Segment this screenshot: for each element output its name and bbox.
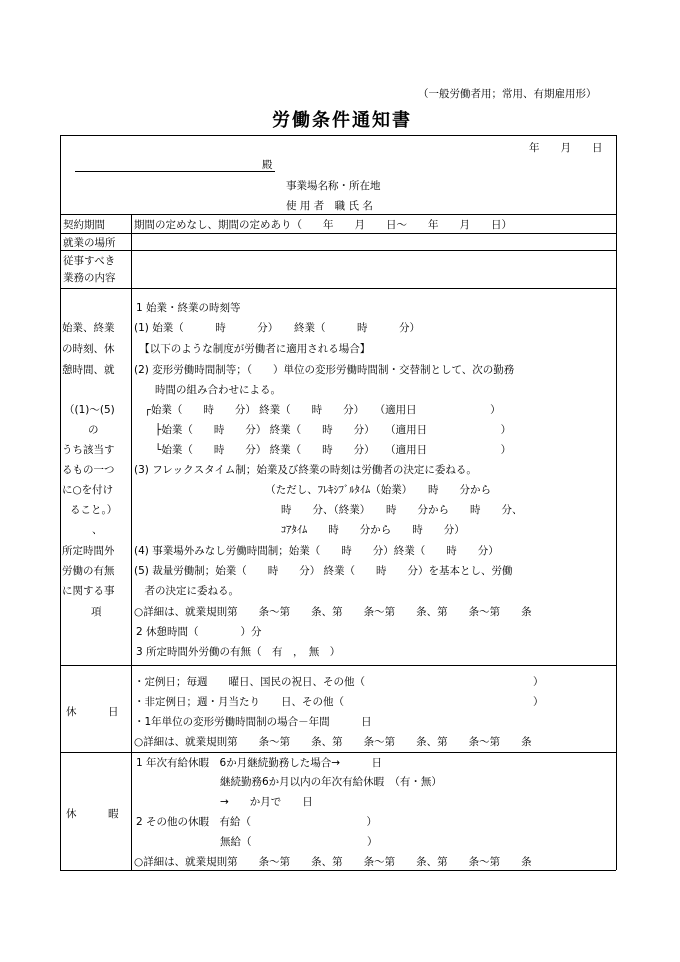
addressee-name-line [75, 171, 275, 172]
leave-label: 休 暇 [66, 808, 119, 820]
employer-name-label: 事業場名称・所在地 [286, 180, 381, 192]
duties-label-line1: 従事すべき [63, 255, 116, 267]
workplace-label: 就業の場所 [63, 237, 116, 249]
addressee-suffix: 殿 [262, 159, 273, 171]
contract-period-label: 契約期間 [63, 219, 105, 231]
issue-date: 年 月 日 [529, 142, 603, 154]
duties-label-line2: 業務の内容 [63, 272, 116, 284]
form-type-note: （一般労働者用；常用、有期雇用形） [418, 88, 597, 100]
employer-representative-label: 使 用 者 職 氏 名 [286, 200, 373, 212]
holidays-label: 休 日 [66, 706, 119, 718]
contract-period-text: 期間の定めなし、期間の定めあり（ 年 月 日～ 年 月 日） [134, 219, 512, 231]
document-title: 労働条件通知書 [272, 110, 412, 131]
